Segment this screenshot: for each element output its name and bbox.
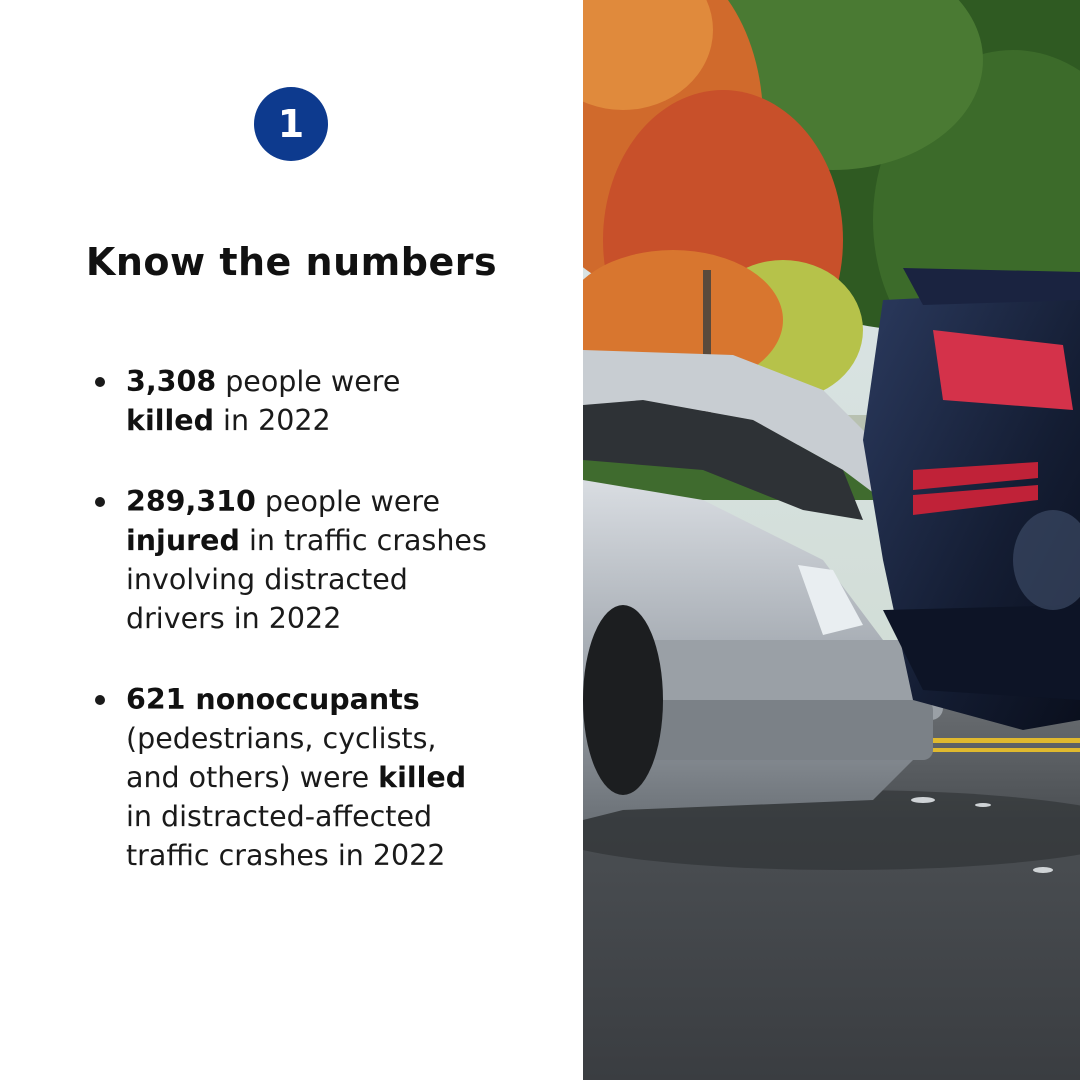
stat-emphasis: killed xyxy=(378,761,467,794)
list-item-nonoccupants xyxy=(90,680,550,875)
stats-list xyxy=(90,362,550,917)
stat-text: people were xyxy=(255,485,441,518)
stat-line xyxy=(126,401,550,440)
stat-emphasis: killed xyxy=(126,404,214,437)
stat-line: involving distracted xyxy=(126,563,408,596)
stat-number: 621 nonoccupants xyxy=(126,683,420,716)
bullet-dot-icon xyxy=(95,497,105,507)
list-item-killed xyxy=(90,362,550,440)
stat-number: 3,308 xyxy=(126,365,217,398)
page-title: Know the numbers xyxy=(85,240,498,284)
stat-line: in distracted-affected xyxy=(126,800,433,833)
stat-line xyxy=(126,521,550,560)
step-number-badge xyxy=(254,87,328,161)
crash-photo-illustration xyxy=(583,0,1080,1080)
stat-number: 289,310 xyxy=(126,485,256,518)
bullet-dot-icon xyxy=(95,377,105,387)
stat-line xyxy=(126,482,550,521)
stat-line: traffic crashes in 2022 xyxy=(126,839,446,872)
list-item-injured xyxy=(90,482,550,638)
stat-emphasis: injured xyxy=(126,524,240,557)
bullet-dot-icon xyxy=(95,695,105,705)
crash-photo xyxy=(583,0,1080,1080)
stat-line xyxy=(126,362,550,401)
stat-text: people were xyxy=(216,365,401,398)
stat-line: (pedestrians, cyclists, xyxy=(126,722,437,755)
stat-text: and others) were xyxy=(126,761,379,794)
stat-text: in traffic crashes xyxy=(239,524,487,557)
stat-line xyxy=(126,680,550,719)
stat-text: in 2022 xyxy=(214,404,331,437)
stat-line: drivers in 2022 xyxy=(126,602,342,635)
stat-line xyxy=(126,758,550,797)
step-number: 1 xyxy=(277,102,305,146)
